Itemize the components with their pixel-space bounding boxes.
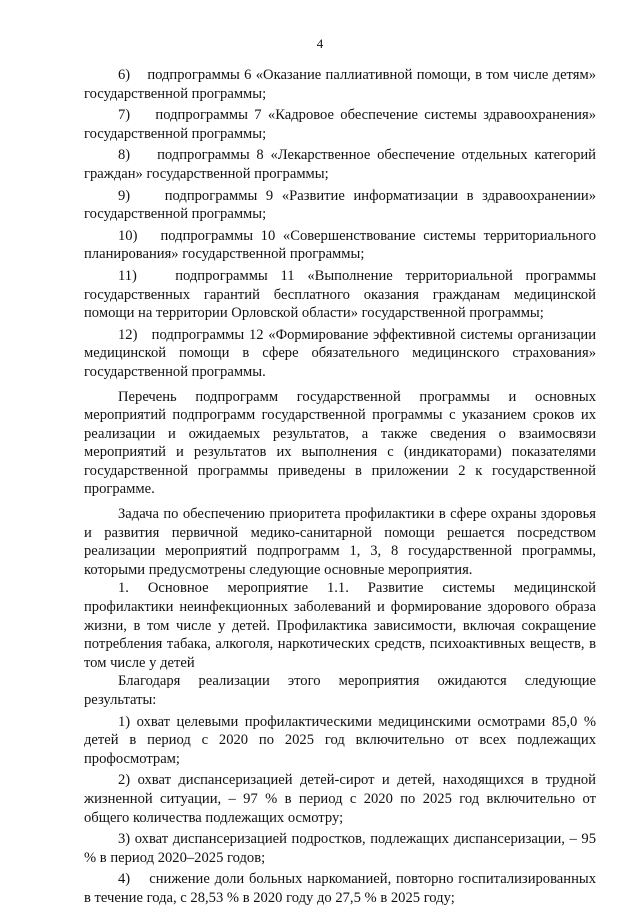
list-item-subprogram-12: 12) подпрограммы 12 «Формирование эффективной системы организации медицинской помощи в сфере обязательного медицинского страхования» государственной программы. [84,326,596,380]
document-body [84,66,596,908]
result-item-4: 4) снижение доли больных наркоманией, повторно госпитализированных в течение года, с 28,53 % в 2020 году до 27,5 % в 2025 году; [84,871,596,906]
paragraph-main-activity-1-1: 1. Основное мероприятие 1.1. Развитие системы медицинской профилактики неинфекционных заболеваний и формирование здорового образа жизни, в том числе у детей. Профилактика зависимости, включая сокращение потребления табака, алкоголя, наркотических средств, психоактивных веществ, в том числе у детей [84,580,596,671]
paragraph-subprogram-list: Перечень подпрограмм государственной программы и основных мероприятий подпрограмм государственной программы с указанием сроков их реализации и ожидаемых результатов, а также сведения о взаимосвязи мероприятий и результатов их выполнения с (индикаторами) показателями государственной программы приведены в приложении 2 к государственной программе. [84,388,596,498]
list-item-subprogram-11: 11) подпрограммы 11 «Выполнение территориальной программы государственных гарантий бесплатного оказания гражданам медицинской помощи на территории Орловской области» государственной программы; [84,267,596,322]
result-item-3: 3) охват диспансеризацией подростков, подлежащих диспансеризации, – 95 % в период 2020–2025 годов; [84,831,596,866]
list-item-subprogram-9: 9) подпрограммы 9 «Развитие информатизации в здравоохранении» государственной программы; [84,187,596,223]
paragraph-expected-results: Благодаря реализации этого мероприятия ожидаются следующие результаты: [84,673,596,708]
list-item-subprogram-8: 8) подпрограммы 8 «Лекарственное обеспечение отдельных категорий граждан» государственной программы; [84,147,596,182]
list-item-subprogram-7: 7) подпрограммы 7 «Кадровое обеспечение системы здравоохранения» государственной программы; [84,107,596,142]
paragraph-prevention-task: Задача по обеспечению приоритета профилактики в сфере охраны здоровья и развития первичной медико-санитарной помощи решается посредством реализации мероприятий подпрограмм 1, 3, 8 государственной программы, которыми предусмотрены следующие основные мероприятия. [84,506,596,578]
page-number: 4 [316,36,324,51]
list-item-subprogram-6: 6) подпрограммы 6 «Оказание паллиативной помощи, в том числе детям» государственной программы; [84,67,596,102]
result-item-1: 1) охват целевыми профилактическими медицинскими осмотрами 85,0 % детей в период с 2020 по 2025 год включительно от всех подлежащих профосмотрам; [84,713,596,767]
result-item-2: 2) охват диспансеризацией детей-сирот и детей, находящихся в трудной жизненной ситуации, – 97 % в период с 2020 по 2025 год включительно от общего количества подлежащих осмотру; [84,772,596,826]
list-item-subprogram-10: 10) подпрограммы 10 «Совершенствование системы территориального планирования» государственной программы; [84,227,596,263]
